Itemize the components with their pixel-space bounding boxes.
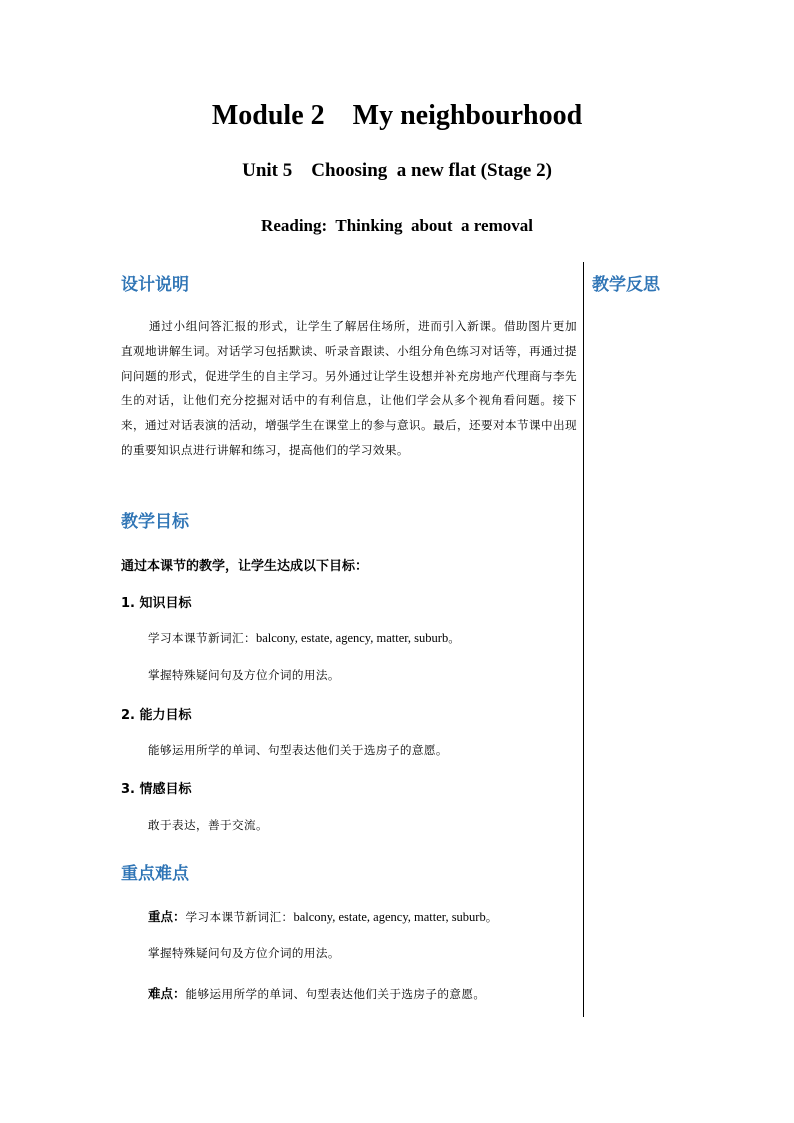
design-heading: 设计说明 (121, 275, 189, 295)
key-words: balcony, estate, agency, matter, suburb (293, 910, 486, 924)
emotion-goal-title: 3. 情感目标 (121, 782, 192, 797)
difficult-label: 难点： (148, 986, 186, 1001)
column-divider (583, 262, 584, 1017)
reading-title: Reading: Thinking about a removal (261, 216, 533, 235)
key-points-heading: 重点难点 (121, 864, 189, 884)
key-label: 重点： (148, 909, 186, 924)
design-paragraph: 通过小组问答汇报的形式，让学生了解居住场所，进而引入新课。借助图片更加直观地讲解生词。对话学习包括默读、听录音跟读、小组分角色练习对话等，再通过提问问题的形式，促进学生的自主学习。另外通过让学生设想并补充房地产代理商与李先生的对话，让他们充分挖掘对话中的有利信息，让他们学会从多个视角看问题。接下来，通过对话表演的活动，增强学生在课堂上的参与意识。最后，还要对本节课中出现的重要知识点进行讲解和练习，提高他们的学习效果。 (121, 319, 577, 457)
knowledge-goal-title: 1. 知识目标 (121, 596, 192, 611)
module-title: Module 2 My neighbourhood (211, 100, 583, 131)
reflection-heading: 教学反思 (592, 275, 660, 295)
vocab-suffix: 。 (448, 631, 461, 645)
vocab-words: balcony, estate, agency, matter, suburb (255, 631, 449, 645)
vocab-prefix: 学习本课节新词汇： (148, 631, 256, 645)
ability-goal-line-1: 能够运用所学的单词、句型表达他们关于选房子的意愿。 (148, 743, 448, 757)
goals-intro: 通过本课节的教学，让学生达成以下目标： (121, 559, 369, 574)
key-prefix: 学习本课节新词汇： (185, 910, 294, 924)
difficult-point-line (148, 984, 485, 1002)
goals-heading: 教学目标 (121, 512, 189, 532)
unit-title: Unit 5 Choosing a new flat (Stage 2) (242, 160, 552, 181)
knowledge-goal-line-1 (148, 630, 460, 646)
key-point-line-2: 掌握特殊疑问句及方位介词的用法。 (148, 946, 340, 960)
ability-goal-title: 2. 能力目标 (121, 708, 192, 723)
key-suffix: 。 (485, 910, 498, 924)
emotion-goal-line-1: 敢于表达，善于交流。 (148, 818, 268, 832)
knowledge-goal-line-2: 掌握特殊疑问句及方位介词的用法。 (148, 668, 340, 682)
key-point-line (148, 907, 498, 925)
difficult-text: 能够运用所学的单词、句型表达他们关于选房子的意愿。 (185, 987, 486, 1001)
